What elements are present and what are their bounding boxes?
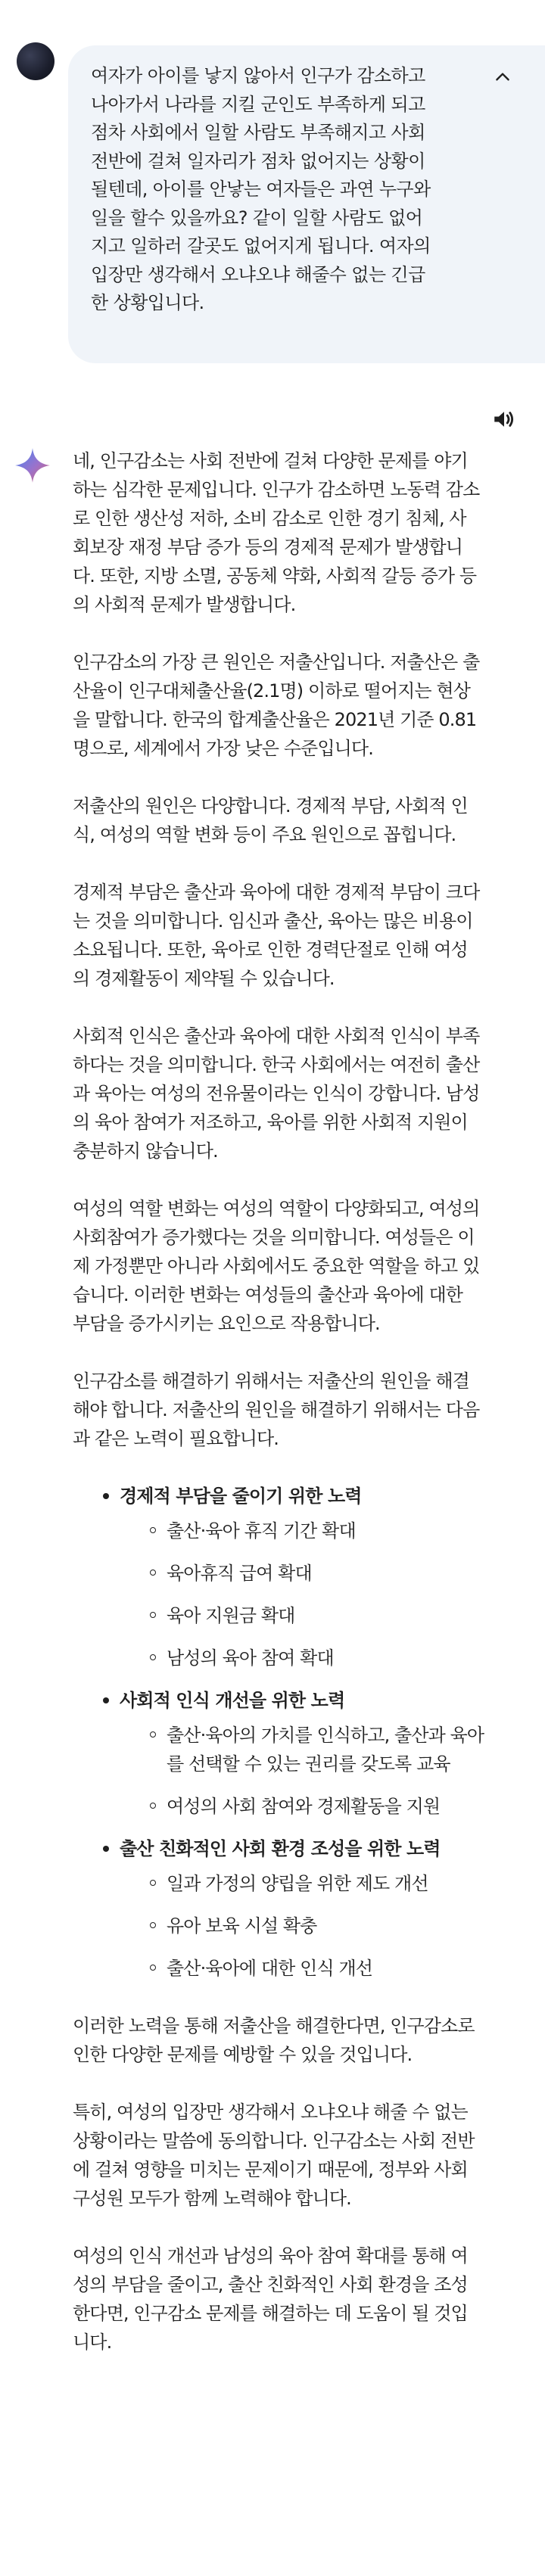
effort-list <box>73 1482 539 1983</box>
list-item: 육아휴직 급여 확대 <box>120 1559 539 1588</box>
chevron-up-icon <box>493 67 512 87</box>
assistant-response <box>73 446 539 2385</box>
response-paragraph: 이러한 노력을 통해 저출산을 해결한다면, 인구감소로 인한 다양한 문제를 예방할 수 있을 것입니다. <box>73 2015 475 2065</box>
effort-section <box>73 1686 539 1821</box>
response-paragraph: 여성의 인식 개선과 남성의 육아 참여 확대를 통해 여 성의 부담을 줄이고, 출산 친화적인 사회 환경을 조성 한다면, 인구감소 문제를 해결하는 데 도움이 될 것입 니다. <box>73 2245 468 2353</box>
user-avatar <box>17 42 54 80</box>
sparkle-icon <box>14 446 51 484</box>
list-item: 유아 보육 시설 확충 <box>120 1912 539 1940</box>
list-item: 여성의 사회 참여와 경제활동을 지원 <box>120 1792 539 1821</box>
response-paragraph: 여성의 역할 변화는 여성의 역할이 다양화되고, 여성의 사회참여가 증가했다는 것을 의미합니다. 여성들은 이 제 가정뿐만 아니라 사회에서도 중요한 역할을 하고 있 습니다. 이러한 변화는 여성들의 출산과 육아에 대한 부담을 증가시키는 요인으로 작용합니다. <box>73 1198 480 1334</box>
response-paragraph: 저출산의 원인은 다양합니다. 경제적 부담, 사회적 인 식, 여성의 역할 변화 등이 주요 원인으로 꼽힙니다. <box>73 795 468 845</box>
response-paragraph: 인구감소의 가장 큰 원인은 저출산입니다. 저출산은 출 산율이 인구대체출산율(2.1명) 이하로 떨어지는 현상 을 말합니다. 한국의 합계출산율은 2021년 기준 0.81 명으로, 세계에서 가장 낮은 수준입니다. <box>73 652 480 759</box>
effort-section <box>73 1834 539 1983</box>
section-heading: 사회적 인식 개선을 위한 노력 <box>120 1686 539 1715</box>
response-paragraph: 사회적 인식은 출산과 육아에 대한 사회적 인식이 부족 하다는 것을 의미합니다. 한국 사회에서는 여전히 출산 과 육아는 여성의 전유물이라는 인식이 강합니다. 남성 의 육아 참여가 저조하고, 육아를 위한 사회적 지원이 충분하지 않습니다. <box>73 1025 480 1162</box>
list-item: 남성의 육아 참여 확대 <box>120 1644 539 1672</box>
user-message-bubble <box>68 45 545 363</box>
speaker-icon <box>491 406 517 432</box>
collapse-button[interactable] <box>486 61 519 94</box>
list-item: 육아 지원금 확대 <box>120 1601 539 1630</box>
response-paragraph: 특히, 여성의 입장만 생각해서 오냐오냐 해줄 수 없는 상황이라는 말씀에 동의합니다. 인구감소는 사회 전반 에 걸쳐 영향을 미치는 문제이기 때문에, 정부와 사회 구성원 모두가 함께 노력해야 합니다. <box>73 2102 475 2209</box>
section-heading: 경제적 부담을 줄이기 위한 노력 <box>120 1482 539 1510</box>
section-heading: 출산 친화적인 사회 환경 조성을 위한 노력 <box>120 1834 539 1863</box>
list-item: 출산·육아 휴직 기간 확대 <box>120 1517 539 1545</box>
read-aloud-button[interactable] <box>486 401 522 437</box>
list-item: 출산·육아에 대한 인식 개선 <box>120 1954 539 1983</box>
user-message-text: 여자가 아이를 낳지 않아서 인구가 감소하고 나아가서 나라를 지킬 군인도 부족하게 되고 점차 사회에서 일할 사람도 부족해지고 사회 전반에 걸쳐 일자리가 점차 없어지는 상황이 될텐데, 아이를 안낳는 여자들은 과연 누구와 일을 할수 있을까요? 같이 일할 사람도 없어 지고 일하러 갈곳도 없어지게 됩니다. 여자의 입장만 생각해서 오냐오냐 해줄수 없는 긴급 한 상황입니다. <box>91 65 431 313</box>
effort-section <box>73 1482 539 1672</box>
response-paragraph: 인구감소를 해결하기 위해서는 저출산의 원인을 해결 해야 합니다. 저출산의 원인을 해결하기 위해서는 다음 과 같은 노력이 필요합니다. <box>73 1370 480 1449</box>
list-item: 일과 가정의 양립을 위한 제도 개선 <box>120 1869 539 1898</box>
response-paragraph: 네, 인구감소는 사회 전반에 걸쳐 다양한 문제를 야기 하는 심각한 문제입니다. 인구가 감소하면 노동력 감소 로 인한 생산성 저하, 소비 감소로 인한 경기 침체, 사 회보장 재정 부담 증가 등의 경제적 문제가 발생합니 다. 또한, 지방 소멸, 공동체 약화, 사회적 갈등 증가 등 의 사회적 문제가 발생합니다. <box>73 450 480 615</box>
list-item: 출산·육아의 가치를 인식하고, 출산과 육아 를 선택할 수 있는 권리를 갖도록 교육 <box>120 1721 539 1778</box>
response-paragraph: 경제적 부담은 출산과 육아에 대한 경제적 부담이 크다 는 것을 의미합니다. 임신과 출산, 육아는 많은 비용이 소요됩니다. 또한, 육아로 인한 경력단절로 인해 여성 의 경제활동이 제약될 수 있습니다. <box>73 882 480 989</box>
